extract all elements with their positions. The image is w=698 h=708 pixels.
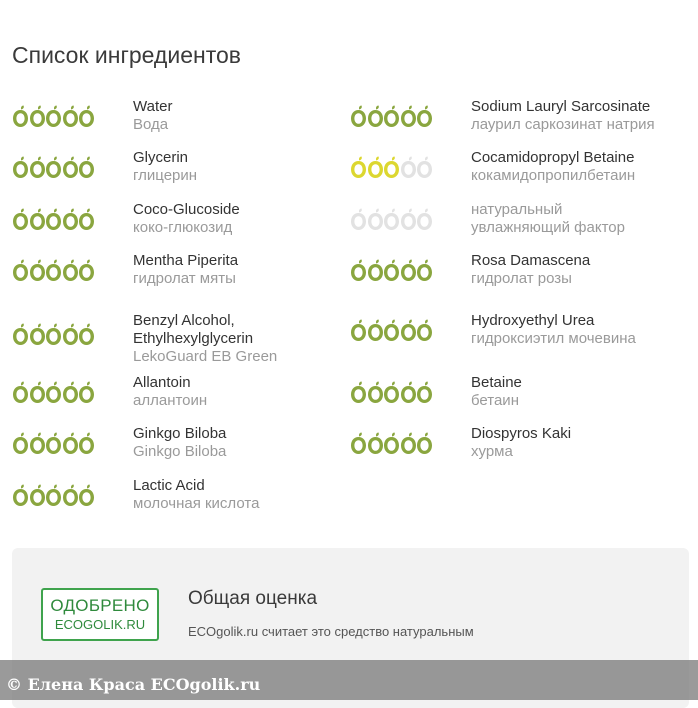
drop-icon xyxy=(367,104,384,128)
drop-icon xyxy=(29,431,46,455)
ingredient-subtitle: бетаин xyxy=(471,392,519,409)
drop-icon xyxy=(400,207,417,231)
drop-icon xyxy=(78,258,95,282)
drop-icon xyxy=(400,258,417,282)
rating-drops xyxy=(12,104,96,128)
drop-icon xyxy=(12,258,29,282)
drop-icon xyxy=(45,258,62,282)
ingredient-subtitle: коко-глюкозид xyxy=(133,219,233,236)
drop-icon xyxy=(12,483,29,507)
rating-drops xyxy=(350,318,434,342)
stamp-line1: ОДОБРЕНО xyxy=(50,596,150,615)
rating-drops xyxy=(12,155,96,179)
watermark-bar xyxy=(0,660,698,700)
ingredient-subtitle: Вода xyxy=(133,116,169,133)
drop-icon xyxy=(45,431,62,455)
drop-icon xyxy=(383,431,400,455)
drop-icon xyxy=(416,318,433,342)
drop-icon xyxy=(416,258,433,282)
drop-icon xyxy=(350,104,367,128)
ingredient-name: Ginkgo Biloba xyxy=(133,425,227,442)
drop-icon xyxy=(78,155,95,179)
ingredient-subtitle: хурма xyxy=(471,443,513,460)
drop-icon xyxy=(367,380,384,404)
drop-icon xyxy=(350,258,367,282)
drop-icon xyxy=(62,258,79,282)
ingredient-name: Betaine xyxy=(471,374,522,391)
drop-icon xyxy=(62,322,79,346)
drop-icon xyxy=(62,483,79,507)
ingredient-name: Water xyxy=(133,98,173,115)
drop-icon xyxy=(12,431,29,455)
drop-icon xyxy=(29,322,46,346)
ingredient-subtitle: увлажняющий фактор xyxy=(471,219,625,236)
drop-icon xyxy=(400,380,417,404)
ingredient-name: Allantoin xyxy=(133,374,191,391)
ingredient-name: Mentha Piperita xyxy=(133,252,239,269)
page-title: Список ингредиентов xyxy=(12,42,241,68)
rating-drops xyxy=(12,207,96,231)
drop-icon xyxy=(400,318,417,342)
ingredient-name: Diospyros Kaki xyxy=(471,425,572,442)
drop-icon xyxy=(78,322,95,346)
rating-drops xyxy=(12,258,96,282)
ingredient-subtitle: LekoGuard EB Green xyxy=(133,348,278,365)
ingredient-name: Rosa Damascena xyxy=(471,252,591,269)
drop-icon xyxy=(45,380,62,404)
drop-icon xyxy=(416,380,433,404)
ingredient-subtitle: кокамидопропилбетаин xyxy=(471,167,636,184)
drop-icon xyxy=(12,380,29,404)
ingredient-subtitle: лаурил саркозинат натрия xyxy=(471,116,655,133)
drop-icon xyxy=(367,318,384,342)
drop-icon xyxy=(12,207,29,231)
drop-icon xyxy=(383,380,400,404)
overall-rating-description: ECOgolik.ru считает это средство натуральным xyxy=(188,624,474,639)
rating-drops xyxy=(350,155,434,179)
drop-icon xyxy=(45,104,62,128)
drop-icon xyxy=(29,380,46,404)
drop-icon xyxy=(383,318,400,342)
rating-drops xyxy=(350,207,434,231)
approved-stamp xyxy=(41,588,159,641)
drop-icon xyxy=(12,104,29,128)
drop-icon xyxy=(416,431,433,455)
drop-icon xyxy=(383,207,400,231)
drop-icon xyxy=(12,155,29,179)
ingredient-name-line2: Ethylhexylglycerin xyxy=(133,330,254,347)
drop-icon xyxy=(350,318,367,342)
drop-icon xyxy=(400,104,417,128)
ingredient-subtitle: гидролат розы xyxy=(471,270,572,287)
rating-drops xyxy=(12,431,96,455)
drop-icon xyxy=(45,207,62,231)
ingredient-subtitle: аллантоин xyxy=(133,392,208,409)
drop-icon xyxy=(62,207,79,231)
drop-icon xyxy=(350,380,367,404)
drop-icon xyxy=(29,207,46,231)
drop-icon xyxy=(367,207,384,231)
drop-icon xyxy=(367,258,384,282)
rating-drops xyxy=(350,258,434,282)
drop-icon xyxy=(416,104,433,128)
ingredient-subtitle: гидролат мяты xyxy=(133,270,236,287)
ingredient-subtitle: глицерин xyxy=(133,167,198,184)
drop-icon xyxy=(350,431,367,455)
ingredient-name: натуральный xyxy=(471,201,563,218)
rating-drops xyxy=(350,431,434,455)
drop-icon xyxy=(78,104,95,128)
ingredient-name: Hydroxyethyl Urea xyxy=(471,312,595,329)
ingredient-name: Coco-Glucoside xyxy=(133,201,240,218)
rating-drops xyxy=(350,380,434,404)
drop-icon xyxy=(383,155,400,179)
drop-icon xyxy=(350,155,367,179)
drop-icon xyxy=(45,322,62,346)
drop-icon xyxy=(78,207,95,231)
drop-icon xyxy=(416,207,433,231)
drop-icon xyxy=(350,207,367,231)
ingredient-name: Sodium Lauryl Sarcosinate xyxy=(471,98,651,115)
drop-icon xyxy=(29,155,46,179)
drop-icon xyxy=(400,431,417,455)
ingredient-name: Cocamidopropyl Betaine xyxy=(471,149,635,166)
drop-icon xyxy=(416,155,433,179)
drop-icon xyxy=(367,431,384,455)
drop-icon xyxy=(29,483,46,507)
drop-icon xyxy=(78,483,95,507)
ingredient-subtitle: гидроксиэтил мочевина xyxy=(471,330,636,347)
drop-icon xyxy=(383,258,400,282)
watermark-text: © Елена Краса ECOgolik.ru xyxy=(6,675,261,694)
drop-icon xyxy=(45,155,62,179)
ingredient-subtitle: Ginkgo Biloba xyxy=(133,443,227,460)
ingredient-name: Benzyl Alcohol, xyxy=(133,312,235,329)
drop-icon xyxy=(62,431,79,455)
drop-icon xyxy=(367,155,384,179)
drop-icon xyxy=(62,155,79,179)
drop-icon xyxy=(78,431,95,455)
stamp-line2: ECOGOLIK.RU xyxy=(54,617,146,632)
rating-drops xyxy=(12,380,96,404)
drop-icon xyxy=(29,104,46,128)
drop-icon xyxy=(45,483,62,507)
drop-icon xyxy=(383,104,400,128)
drop-icon xyxy=(62,380,79,404)
rating-drops xyxy=(12,322,96,346)
drop-icon xyxy=(400,155,417,179)
rating-drops xyxy=(12,483,96,507)
ingredient-name: Glycerin xyxy=(133,149,189,166)
ingredient-subtitle: молочная кислота xyxy=(133,495,260,512)
drop-icon xyxy=(12,322,29,346)
drop-icon xyxy=(29,258,46,282)
overall-rating-heading: Общая оценка xyxy=(188,588,318,609)
drop-icon xyxy=(78,380,95,404)
rating-drops xyxy=(350,104,434,128)
drop-icon xyxy=(62,104,79,128)
ingredient-name: Lactic Acid xyxy=(133,477,205,494)
